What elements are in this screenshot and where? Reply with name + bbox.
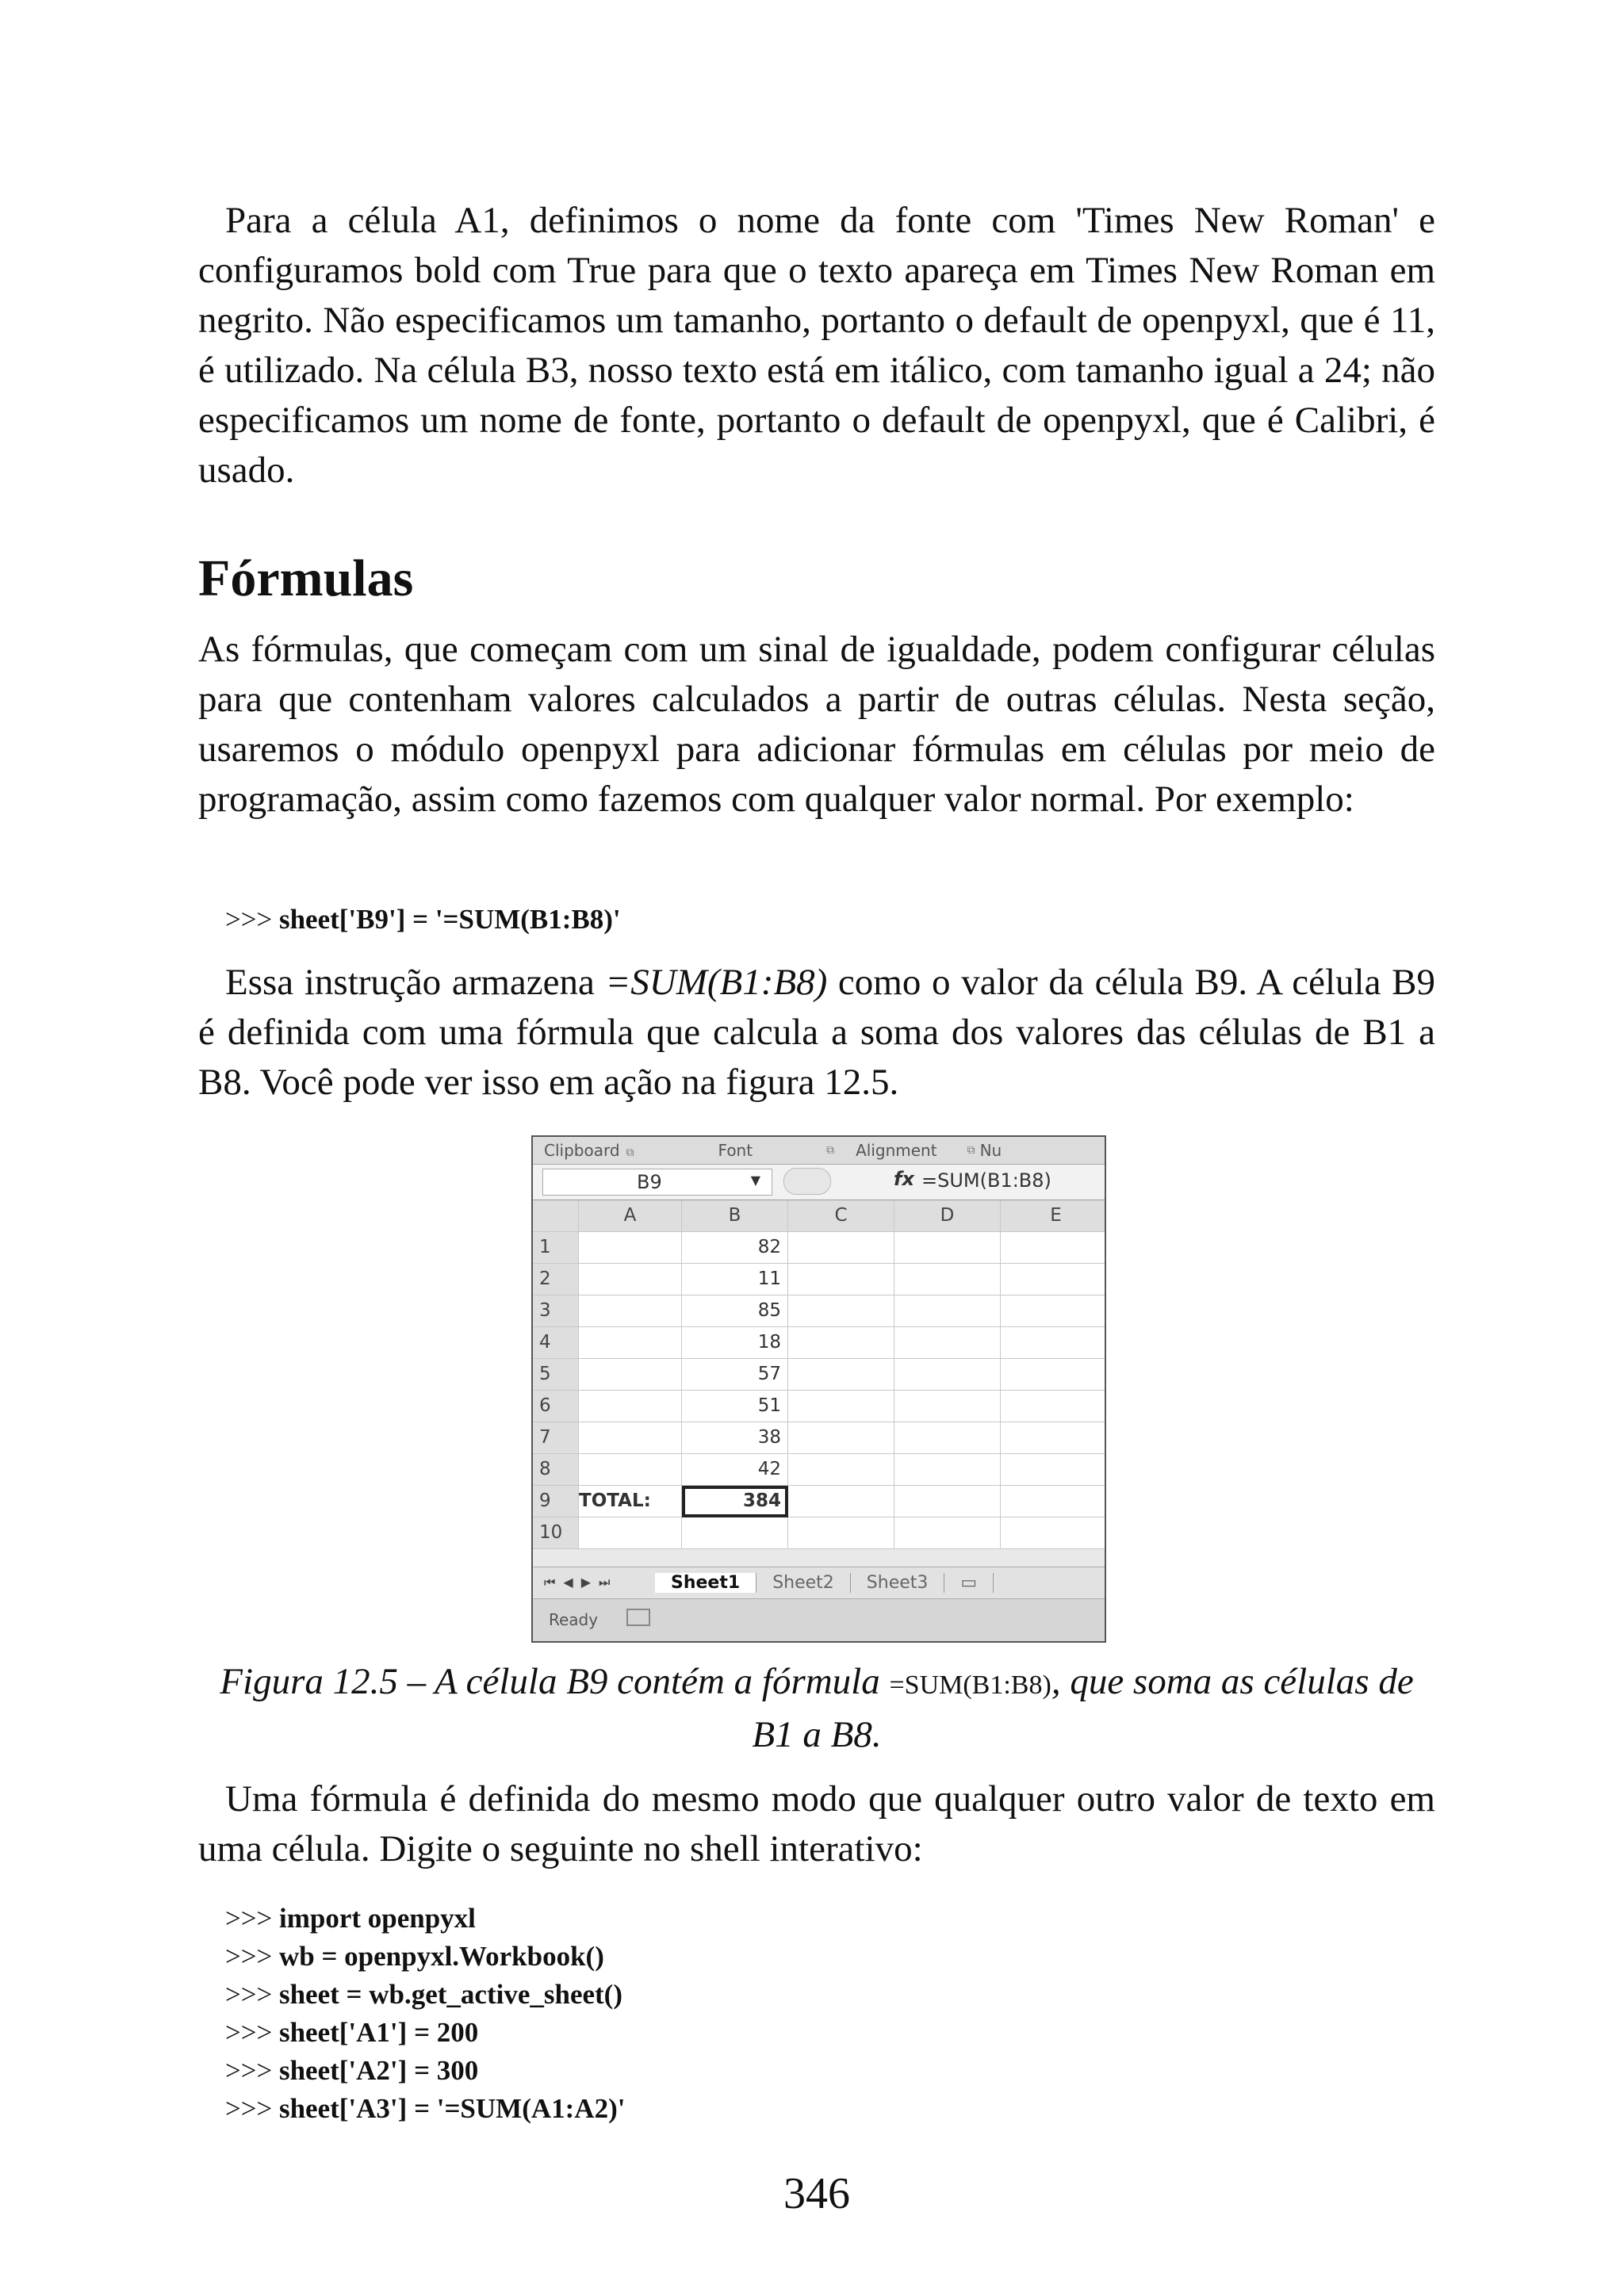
column-header-row — [533, 1200, 1106, 1232]
cell-e[interactable] — [1001, 1359, 1106, 1391]
caption-text: , que soma as células de B1 a B8. — [752, 1661, 1414, 1755]
paragraph-font-settings: Para a célula A1, definimos o nome da fonte com 'Times New Roman' e configuramos bold com True para que o texto apareça em Times New Roman em negrito. Não especificamos um tamanho, portanto o default de openpyxl, que é 11, é utilizado. Na célula B3, nosso texto está em itálico, com tamanho igual a 24; não especificamos um nome de fonte, portanto o default de openpyxl, que é Calibri, é usado. — [198, 200, 1435, 491]
cell-a[interactable] — [579, 1359, 682, 1391]
table-row — [533, 1486, 1106, 1517]
cell-d[interactable] — [894, 1454, 1001, 1486]
cell-e[interactable] — [1001, 1454, 1106, 1486]
shell-prompt: >>> — [225, 1941, 279, 1972]
name-box-value: B9 — [637, 1171, 662, 1193]
cell-a[interactable]: TOTAL: — [579, 1486, 682, 1517]
shell-command: sheet['A3'] = '=SUM(A1:A2)' — [278, 2093, 626, 2124]
page-number: 346 — [783, 2169, 850, 2218]
cell-b[interactable]: 42 — [682, 1454, 788, 1486]
code-line — [225, 2052, 625, 2090]
cell-d[interactable] — [894, 1327, 1001, 1359]
cell-c[interactable] — [788, 1359, 894, 1391]
tab-sheet1[interactable]: Sheet1 — [655, 1573, 756, 1593]
row-header[interactable]: 7 — [533, 1422, 579, 1454]
cell-c[interactable] — [788, 1517, 894, 1549]
cell-b[interactable]: 57 — [682, 1359, 788, 1391]
row-header[interactable]: 6 — [533, 1391, 579, 1422]
column-header-a[interactable]: A — [579, 1200, 682, 1232]
data-rows — [533, 1232, 1106, 1549]
row-header[interactable]: 5 — [533, 1359, 579, 1391]
ribbon-group-clipboard[interactable]: Clipboard ⧉ — [544, 1141, 634, 1160]
name-box[interactable] — [542, 1169, 772, 1196]
column-header-d[interactable]: D — [894, 1200, 1001, 1232]
dialog-launcher-icon[interactable]: ⧉ — [826, 1144, 835, 1157]
formula-input[interactable]: =SUM(B1:B8) — [921, 1169, 1051, 1192]
code-line — [225, 2090, 625, 2128]
cell-c[interactable] — [788, 1295, 894, 1327]
cell-c[interactable] — [788, 1422, 894, 1454]
table-row — [533, 1295, 1106, 1327]
cell-c[interactable] — [788, 1264, 894, 1295]
macro-record-icon[interactable] — [626, 1609, 650, 1626]
shell-prompt: >>> — [225, 904, 279, 935]
code-line — [225, 1900, 625, 1938]
table-row — [533, 1327, 1106, 1359]
shell-command: sheet['B9'] = '=SUM(B1:B8)' — [278, 904, 621, 935]
cell-a[interactable] — [579, 1517, 682, 1549]
paragraph-sum-explanation — [198, 958, 1435, 1108]
cell-e[interactable] — [1001, 1391, 1106, 1422]
insert-sheet-icon[interactable]: ▭ — [944, 1573, 994, 1593]
cell-b[interactable]: 11 — [682, 1264, 788, 1295]
caption-text: Figura 12.5 – A célula B9 contém a fórmula — [220, 1661, 890, 1702]
table-row — [533, 1232, 1106, 1264]
chevron-down-icon[interactable]: ▼ — [750, 1173, 760, 1188]
ribbon-group-font[interactable]: Font — [718, 1141, 753, 1160]
table-row — [533, 1517, 1106, 1549]
formula-controls[interactable] — [783, 1168, 831, 1195]
cell-e[interactable] — [1001, 1264, 1106, 1295]
select-all-corner[interactable] — [533, 1200, 579, 1232]
shell-prompt: >>> — [225, 2093, 279, 2124]
paragraph-formulas-intro: As fórmulas, que começam com um sinal de igualdade, podem configurar células para que contenham valores calculados a partir de outras células. Nesta seção, usaremos o módulo openpyxl para adicionar fórmulas em células por meio de programação, assim como fazemos com qualquer valor normal. Por exemplo: — [198, 629, 1435, 820]
cell-d[interactable] — [894, 1264, 1001, 1295]
status-text: Ready — [549, 1610, 599, 1629]
column-header-b[interactable]: B — [682, 1200, 788, 1232]
shell-command: import openpyxl — [278, 1903, 476, 1934]
paragraph-text: Essa instrução armazena — [225, 962, 606, 1003]
cell-b[interactable]: 82 — [682, 1232, 788, 1264]
cell-e[interactable] — [1001, 1327, 1106, 1359]
shell-command: sheet = wb.get_active_sheet() — [278, 1979, 622, 2010]
code-example-sum — [198, 901, 621, 939]
row-header[interactable]: 4 — [533, 1327, 579, 1359]
cell-b[interactable]: 384 — [682, 1486, 788, 1517]
cell-d[interactable] — [894, 1486, 1001, 1517]
table-row — [533, 1422, 1106, 1454]
sheet-tabs — [533, 1567, 1105, 1598]
cell-e[interactable] — [1001, 1517, 1106, 1549]
cell-e[interactable] — [1001, 1422, 1106, 1454]
table-row — [533, 1391, 1106, 1422]
cell-b[interactable]: 38 — [682, 1422, 788, 1454]
row-header[interactable]: 1 — [533, 1232, 579, 1264]
row-header[interactable]: 10 — [533, 1517, 579, 1549]
shell-prompt: >>> — [225, 1903, 279, 1934]
cell-a[interactable] — [579, 1454, 682, 1486]
row-header[interactable]: 9 — [533, 1486, 579, 1517]
cell-c[interactable] — [788, 1486, 894, 1517]
row-header[interactable]: 3 — [533, 1295, 579, 1327]
cell-a[interactable] — [579, 1295, 682, 1327]
shell-command: sheet['A1'] = 200 — [278, 2017, 479, 2048]
cell-c[interactable] — [788, 1454, 894, 1486]
cell-d[interactable] — [894, 1232, 1001, 1264]
cell-a[interactable] — [579, 1422, 682, 1454]
column-header-c[interactable]: C — [788, 1200, 894, 1232]
caption-formula: =SUM(B1:B8) — [889, 1670, 1051, 1700]
ribbon-groups — [533, 1137, 1105, 1165]
cell-grid — [533, 1200, 1106, 1549]
table-row — [533, 1359, 1106, 1391]
table-row — [533, 1264, 1106, 1295]
cell-c[interactable] — [788, 1391, 894, 1422]
cell-b[interactable]: 51 — [682, 1391, 788, 1422]
cell-b[interactable] — [682, 1517, 788, 1549]
formula-italic: =SUM(B1:B8) — [605, 962, 828, 1003]
cell-d[interactable] — [894, 1391, 1001, 1422]
dialog-launcher-icon[interactable]: ⧉ — [967, 1144, 975, 1157]
cell-d[interactable] — [894, 1295, 1001, 1327]
dialog-launcher-icon[interactable]: ⧉ — [626, 1146, 634, 1159]
figure-caption — [198, 1657, 1435, 1760]
tab-sheet2[interactable]: Sheet2 — [756, 1573, 851, 1593]
cell-c[interactable] — [788, 1232, 894, 1264]
cell-d[interactable] — [894, 1517, 1001, 1549]
paragraph-formula-definition: Uma fórmula é definida do mesmo modo que qualquer outro valor de texto em uma célula. Digite o seguinte no shell interativo: — [198, 1778, 1435, 1869]
shell-prompt: >>> — [225, 1979, 279, 2010]
formula-bar — [533, 1165, 1105, 1201]
cell-b[interactable]: 85 — [682, 1295, 788, 1327]
table-row — [533, 1454, 1106, 1486]
tab-sheet3[interactable]: Sheet3 — [851, 1573, 945, 1593]
code-line — [225, 2014, 625, 2052]
cell-a[interactable] — [579, 1232, 682, 1264]
cell-c[interactable] — [788, 1327, 894, 1359]
function-icon[interactable]: fx — [894, 1168, 914, 1190]
cell-d[interactable] — [894, 1422, 1001, 1454]
shell-prompt: >>> — [225, 2055, 279, 2086]
cell-a[interactable] — [579, 1264, 682, 1295]
cell-a[interactable] — [579, 1327, 682, 1359]
code-line — [225, 1976, 625, 2014]
cell-d[interactable] — [894, 1359, 1001, 1391]
ribbon-group-alignment[interactable]: Alignment — [856, 1141, 937, 1160]
paragraph-text: como o valor da célula B9. A célula B9 é definida com uma fórmula que calcula a soma dos valores das células de B1 a B8. Você pode ver isso em ação na figura 12.5. — [198, 962, 1435, 1103]
cell-b[interactable]: 18 — [682, 1327, 788, 1359]
code-line — [225, 1938, 625, 1976]
cell-a[interactable] — [579, 1391, 682, 1422]
sheet-nav-arrows-icon[interactable]: ⏮◀▶⏭ — [544, 1575, 619, 1590]
ribbon-group-number[interactable]: Nu — [979, 1141, 1002, 1160]
code-example-workbook — [198, 1900, 625, 2128]
shell-command: sheet['A2'] = 300 — [278, 2055, 479, 2086]
status-bar — [533, 1598, 1105, 1643]
column-header-e[interactable]: E — [1001, 1200, 1106, 1232]
spreadsheet-figure — [531, 1135, 1106, 1643]
cell-e[interactable] — [1001, 1232, 1106, 1264]
cell-e[interactable] — [1001, 1295, 1106, 1327]
cell-e[interactable] — [1001, 1486, 1106, 1517]
section-heading: Fórmulas — [198, 549, 414, 607]
row-header[interactable]: 8 — [533, 1454, 579, 1486]
shell-command: wb = openpyxl.Workbook() — [278, 1941, 604, 1972]
row-header[interactable]: 2 — [533, 1264, 579, 1295]
shell-prompt: >>> — [225, 2017, 279, 2048]
